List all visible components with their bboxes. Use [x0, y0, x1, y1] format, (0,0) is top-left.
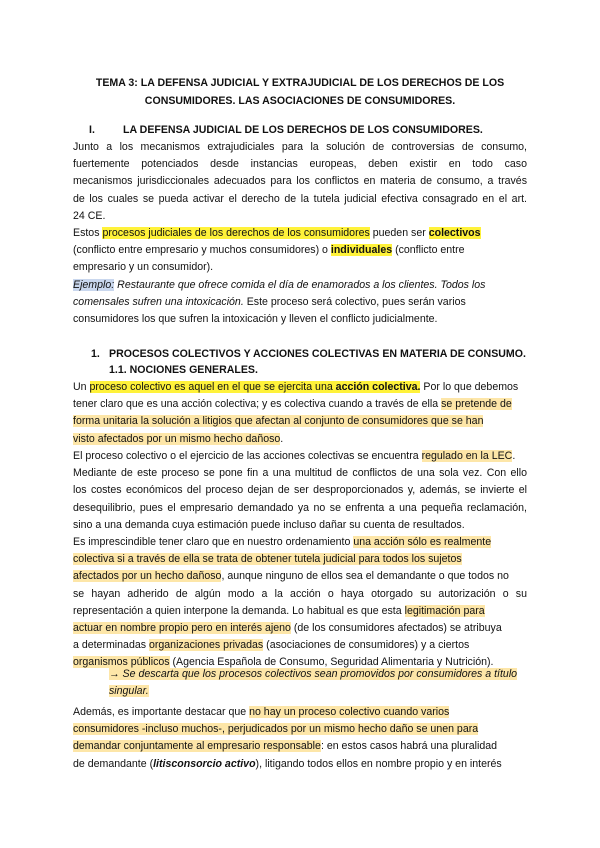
title-line-1: TEMA 3: LA DEFENSA JUDICIAL Y EXTRAJUDICIAL DE LOS DERECHOS DE LOS	[95, 77, 505, 89]
highlight-text: no hay un proceso colectivo cuando varios	[249, 706, 450, 718]
highlight-regulado-lec: regulado en la LEC	[421, 450, 513, 462]
paragraph-line	[73, 379, 527, 396]
section-1-heading	[73, 122, 483, 139]
text-run: (Agencia Española de Consumo, Seguridad Alimentaria y Nutrición).	[169, 656, 494, 669]
highlight-text: se pretende de	[441, 398, 512, 411]
paragraph-line	[73, 704, 527, 721]
paragraph-line: mecanismos jurisdiccionales adecuados para los conflictos en materia de consumo, a través	[73, 175, 527, 188]
highlight-individuales: individuales	[330, 244, 393, 257]
note-line-1: → Se descarta que los procesos colectivos sean promovidos por consumidores a título	[109, 668, 518, 680]
paragraph-line: desequilibrio, pues el empresario demandado ya no se enfrenta a una pequeña reclamación,	[73, 501, 527, 514]
section-1-example	[73, 277, 527, 329]
paragraph-line	[73, 413, 527, 430]
note-arrow	[109, 666, 529, 700]
highlight-colectivos: colectivos	[428, 227, 481, 239]
paragraph-line	[73, 277, 527, 294]
subsection-heading: 1.1. NOCIONES GENERALES.	[109, 364, 258, 376]
paragraph-line	[73, 225, 527, 242]
text-run: ), litigando todos ellos en nombre propio y en interés	[255, 757, 502, 770]
paragraph-line	[73, 637, 527, 654]
text-run: Un	[73, 381, 90, 393]
text-run: Es imprescindible tener claro que en nuestro ordenamiento	[73, 536, 354, 548]
paragraph-line	[73, 568, 527, 585]
section-2-paragraph-4	[73, 704, 527, 773]
text-run: , aunque ninguno de ellos sea el demandante o que todos no	[221, 570, 509, 583]
highlight-text: organizaciones privadas	[148, 639, 264, 652]
highlight-text: forma unitaria la solución a litigios que afectan al conjunto de consumidores que se han	[73, 415, 484, 428]
text-run: pueden ser	[369, 227, 429, 239]
paragraph-line: Mediante de este proceso se pone fin a una multitud de conflictos de una sola vez. Con ello	[73, 467, 527, 480]
paragraph-line	[73, 431, 527, 448]
highlight-text: organismos públicos	[73, 656, 170, 669]
text-run: .	[512, 450, 516, 462]
text-run: (de los consumidores afectados) se atribuya	[290, 622, 502, 634]
section-2-number: 1.	[91, 348, 100, 360]
paragraph-line	[73, 294, 527, 311]
paragraph-line: empresario y un consumidor).	[73, 261, 214, 274]
highlight-text: afectados por un hecho dañoso	[73, 570, 222, 583]
paragraph-line: se hayan adherido de algún modo a la acción o haya otorgado su autorización o su	[73, 587, 527, 600]
highlight-text: visto afectados por un mismo hecho dañoso	[73, 432, 281, 445]
text-run: Además, es importante destacar que	[73, 706, 250, 718]
paragraph-line: consumidores los que sufren la intoxicación y lleven el conflicto judicialmente.	[73, 313, 438, 326]
section-2-paragraph-2	[73, 448, 527, 534]
text-run: representación a quien interpone la demanda. Lo habitual es que esta	[73, 604, 405, 617]
highlight-proceso-colectivo: proceso colectivo es aquel en el que se ejercita una	[89, 381, 336, 393]
text-run: (conflicto entre	[392, 244, 465, 257]
highlight-text: actuar en nombre propio pero en interés ajeno	[73, 622, 291, 634]
text-run: tener claro que es una acción colectiva; y es colectiva cuando a través de ella	[73, 398, 442, 411]
section-2-paragraph-1	[73, 379, 527, 448]
paragraph-line	[73, 551, 527, 568]
paragraph-line	[73, 242, 527, 259]
text-run: Restaurante que ofrece comida el día de enamorados a los clientes. Todos los	[114, 279, 486, 291]
section-1-heading-text: LA DEFENSA JUDICIAL DE LOS DERECHOS DE LOS CONSUMIDORES.	[123, 124, 483, 136]
section-2-heading-text: PROCESOS COLECTIVOS Y ACCIONES COLECTIVAS EN MATERIA DE CONSUMO.	[109, 348, 526, 360]
text-run: El proceso colectivo o el ejercicio de las acciones colectivas se encuentra	[73, 450, 422, 462]
text-run: Estos	[73, 227, 103, 239]
section-1-paragraph-1	[73, 139, 527, 225]
paragraph-line	[73, 738, 527, 755]
paragraph-line	[73, 620, 527, 637]
highlight-text: una acción sólo es realmente	[353, 536, 492, 548]
note-line-2: singular.	[109, 685, 149, 698]
text-run: : en estos casos habrá una pluralidad	[320, 740, 498, 753]
section-1-paragraph-2	[73, 225, 527, 277]
highlight-text: consumidores -incluso muchos-, perjudicados por un mismo hecho daño se unen para	[73, 723, 479, 736]
paragraph-line: fuertemente potenciados desde instancias europeas, deben existir en todo caso	[73, 158, 527, 171]
highlight-text: colectiva si a través de ella se trata de obtener tutela judicial para todos los sujetos	[73, 553, 462, 566]
paragraph-line: sino a una demanda cuya estimación puede incluso dañar su cuenta de resultados.	[73, 518, 465, 531]
litisconsorcio-term: litisconsorcio activo	[153, 757, 256, 770]
text-run: (asociaciones de consumidores) y a ciertos	[263, 639, 470, 652]
title-line-2: CONSUMIDORES. LAS ASOCIACIONES DE CONSUMIDORES.	[144, 95, 456, 107]
section-1-number: I.	[89, 124, 95, 136]
highlight-text: demandar conjuntamente al empresario responsable	[73, 740, 321, 753]
document-title	[70, 74, 530, 110]
section-2-paragraph-3	[73, 534, 527, 672]
paragraph-line	[73, 721, 527, 738]
text-run: Por lo que debemos	[420, 381, 519, 393]
paragraph-line: 24 CE.	[73, 209, 106, 222]
text-run: comensales sufren una intoxicación.	[73, 296, 244, 309]
paragraph-line: los costes económicos del proceso dejan de ser desproporcionados y, además, se invierte el	[73, 484, 527, 497]
paragraph-line	[73, 448, 527, 465]
paragraph-line: Junto a los mecanismos extrajudiciales para la solución de controversias de consumo,	[73, 141, 527, 153]
section-2-heading	[73, 346, 526, 363]
highlight-procesos-judiciales: procesos judiciales de los derechos de los consumidores	[102, 227, 370, 239]
text-run: a determinadas	[73, 639, 149, 652]
paragraph-line	[73, 603, 527, 620]
paragraph-line: de los cuales se pueda activar el derecho de la tutela judicial efectiva consagrado en el art.	[73, 192, 527, 205]
paragraph-line	[73, 396, 527, 413]
paragraph-line	[73, 756, 527, 773]
highlight-accion-colectiva: acción colectiva.	[335, 381, 421, 393]
example-label: Ejemplo:	[73, 279, 115, 291]
paragraph-line	[73, 534, 527, 551]
text-run: (conflicto entre empresario y muchos consumidores) o	[73, 244, 331, 257]
text-run: .	[280, 432, 284, 445]
text-run: Este proceso será colectivo, pues serán varios	[243, 296, 466, 309]
highlight-text: legitimación para	[404, 604, 485, 617]
text-run: de demandante (	[73, 757, 154, 770]
